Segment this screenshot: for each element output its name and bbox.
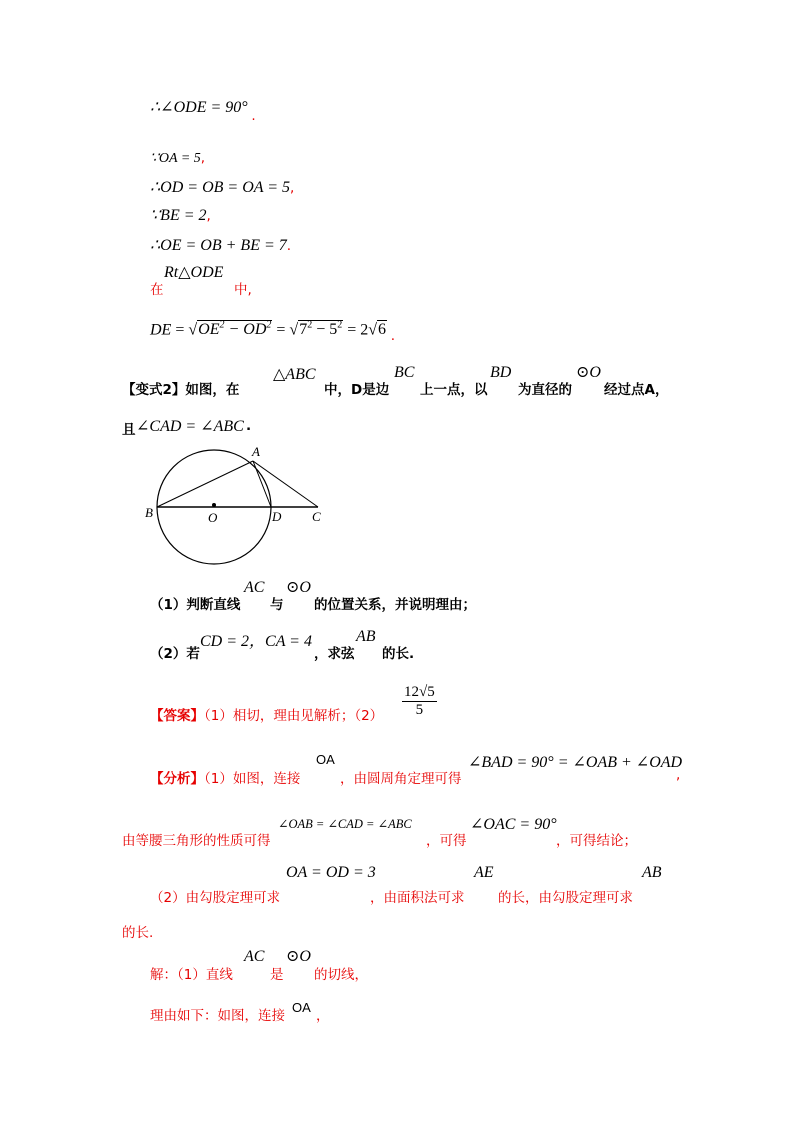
punct: ,: [206, 208, 211, 224]
analysis-p2-mid: ，可得: [426, 833, 467, 849]
math-ac: AC: [244, 579, 265, 596]
derivation-line-2: [150, 148, 205, 169]
q1-pre: （1）判断直线: [150, 597, 241, 613]
math-oe-7: ∴OE = OB + BE = 7: [150, 237, 287, 254]
frac-numerator: 12√5: [404, 684, 435, 700]
punct: .: [246, 418, 252, 434]
variant-text-mid2: 上一点，以: [420, 382, 488, 398]
punct: ，: [316, 1008, 330, 1024]
answer-fraction: [402, 684, 437, 719]
punct: .: [390, 328, 396, 345]
derivation-line-5: [150, 236, 291, 256]
analysis-p3-pre: （2）由勾股定理可求: [150, 890, 281, 906]
q2-post: 的长.: [382, 646, 415, 662]
math-circle-o: ⊙O: [576, 364, 601, 381]
punct: .: [251, 108, 256, 124]
derivation-line-3: [150, 178, 294, 198]
segment-ac: [253, 461, 318, 507]
label-d: D: [272, 509, 282, 524]
variant-tag: 【变式2】如图，在: [122, 382, 240, 398]
math-bd: BD: [490, 364, 512, 381]
math-circle-o: ⊙O: [286, 579, 311, 596]
q2-pre: （2）若: [150, 646, 200, 662]
analysis-p1-pre: 【分析】（1）如图，连接: [150, 771, 301, 787]
math-oa-od-3: OA = OD = 3: [286, 864, 376, 881]
q2-mid: ，求弦: [314, 646, 355, 662]
analysis-p3-mid2: 的长，由勾股定理可求: [498, 890, 633, 906]
analysis-p2-pre: 由等腰三角形的性质可得: [122, 833, 271, 849]
math-circle-o: ⊙O: [286, 948, 311, 965]
solution-s1-post: 的切线，: [314, 967, 368, 983]
punct: ,: [200, 150, 206, 166]
math-oac-90: ∠OAC = 90°: [470, 816, 557, 833]
math-ab: AB: [642, 864, 662, 881]
punct: .: [286, 238, 292, 254]
math-oa-5: ∵OA = 5: [150, 151, 201, 166]
math-ac: AC: [244, 948, 265, 965]
analysis-p4: 的长.: [122, 925, 154, 941]
q1-mid: 与: [270, 597, 284, 613]
math-triangle-abc: △ABC: [273, 366, 316, 383]
analysis-p1-mid: ，由圆周角定理可得: [340, 771, 462, 787]
solution-s1-mid: 是: [270, 967, 284, 983]
analysis-tag: 【分析】: [150, 771, 204, 787]
label-b: B: [145, 505, 153, 520]
text-zhong: 中,: [234, 282, 252, 298]
math-od-ob-oa: ∴OD = OB = OA = 5: [150, 179, 291, 196]
solution-s2-pre: 理由如下：如图，连接: [150, 1008, 285, 1024]
text-zai: 在: [150, 282, 164, 298]
q1-post: 的位置关系，并说明理由；: [314, 597, 476, 613]
analysis-p2-end: ，可得结论；: [556, 833, 637, 849]
math-bc: BC: [394, 364, 415, 381]
answer-tag: 【答案】: [150, 708, 204, 724]
math-rt-ode: Rt△ODE: [164, 264, 224, 281]
segment-ba: [157, 461, 253, 507]
derivation-line-4: [150, 206, 211, 226]
label-a: A: [252, 444, 260, 459]
math-be-2: ∵BE = 2: [150, 207, 207, 224]
answer-line: [150, 704, 383, 724]
math-oab-cad-abc: ∠OAB = ∠CAD = ∠ABC: [278, 817, 412, 831]
solution-s1-pre: 解：（1）直线: [150, 967, 233, 983]
derivation-line-7: DE = $√OE^2 - OD^2 = √7^2 - 5^2 = 2√6$ .: [150, 320, 396, 345]
text-oa: OA: [316, 752, 335, 767]
variant-text-end: 经过点A，: [604, 382, 669, 398]
text-oa: OA: [292, 1000, 311, 1015]
math-odE-90: ∴∠ODE = 90°: [150, 99, 248, 116]
frac-denominator: 5: [415, 702, 424, 718]
variant-line2-pre: 且: [122, 422, 136, 438]
derivation-line-1: [150, 98, 256, 124]
answer-text: （1）相切，理由见解析；（2）: [204, 708, 384, 724]
variant-text-mid3: 为直径的: [518, 382, 572, 398]
math-cd-ca: CD = 2，CA = 4: [200, 633, 312, 650]
geometry-figure: [140, 440, 340, 580]
variant-text-mid: 中，D是边: [324, 382, 390, 398]
math-ab: AB: [356, 628, 376, 645]
label-o: O: [208, 510, 218, 525]
label-c: C: [312, 509, 321, 524]
center-dot: [212, 503, 216, 507]
punct: ,: [676, 767, 681, 783]
punct: ,: [290, 180, 295, 196]
math-angle-cad-abc: ∠CAD = ∠ABC: [136, 418, 244, 435]
math-bad-90: ∠BAD = 90° = ∠OAB + ∠OAD: [468, 754, 683, 771]
math-ae: AE: [474, 864, 494, 881]
analysis-p3-mid: ，由面积法可求: [370, 890, 465, 906]
